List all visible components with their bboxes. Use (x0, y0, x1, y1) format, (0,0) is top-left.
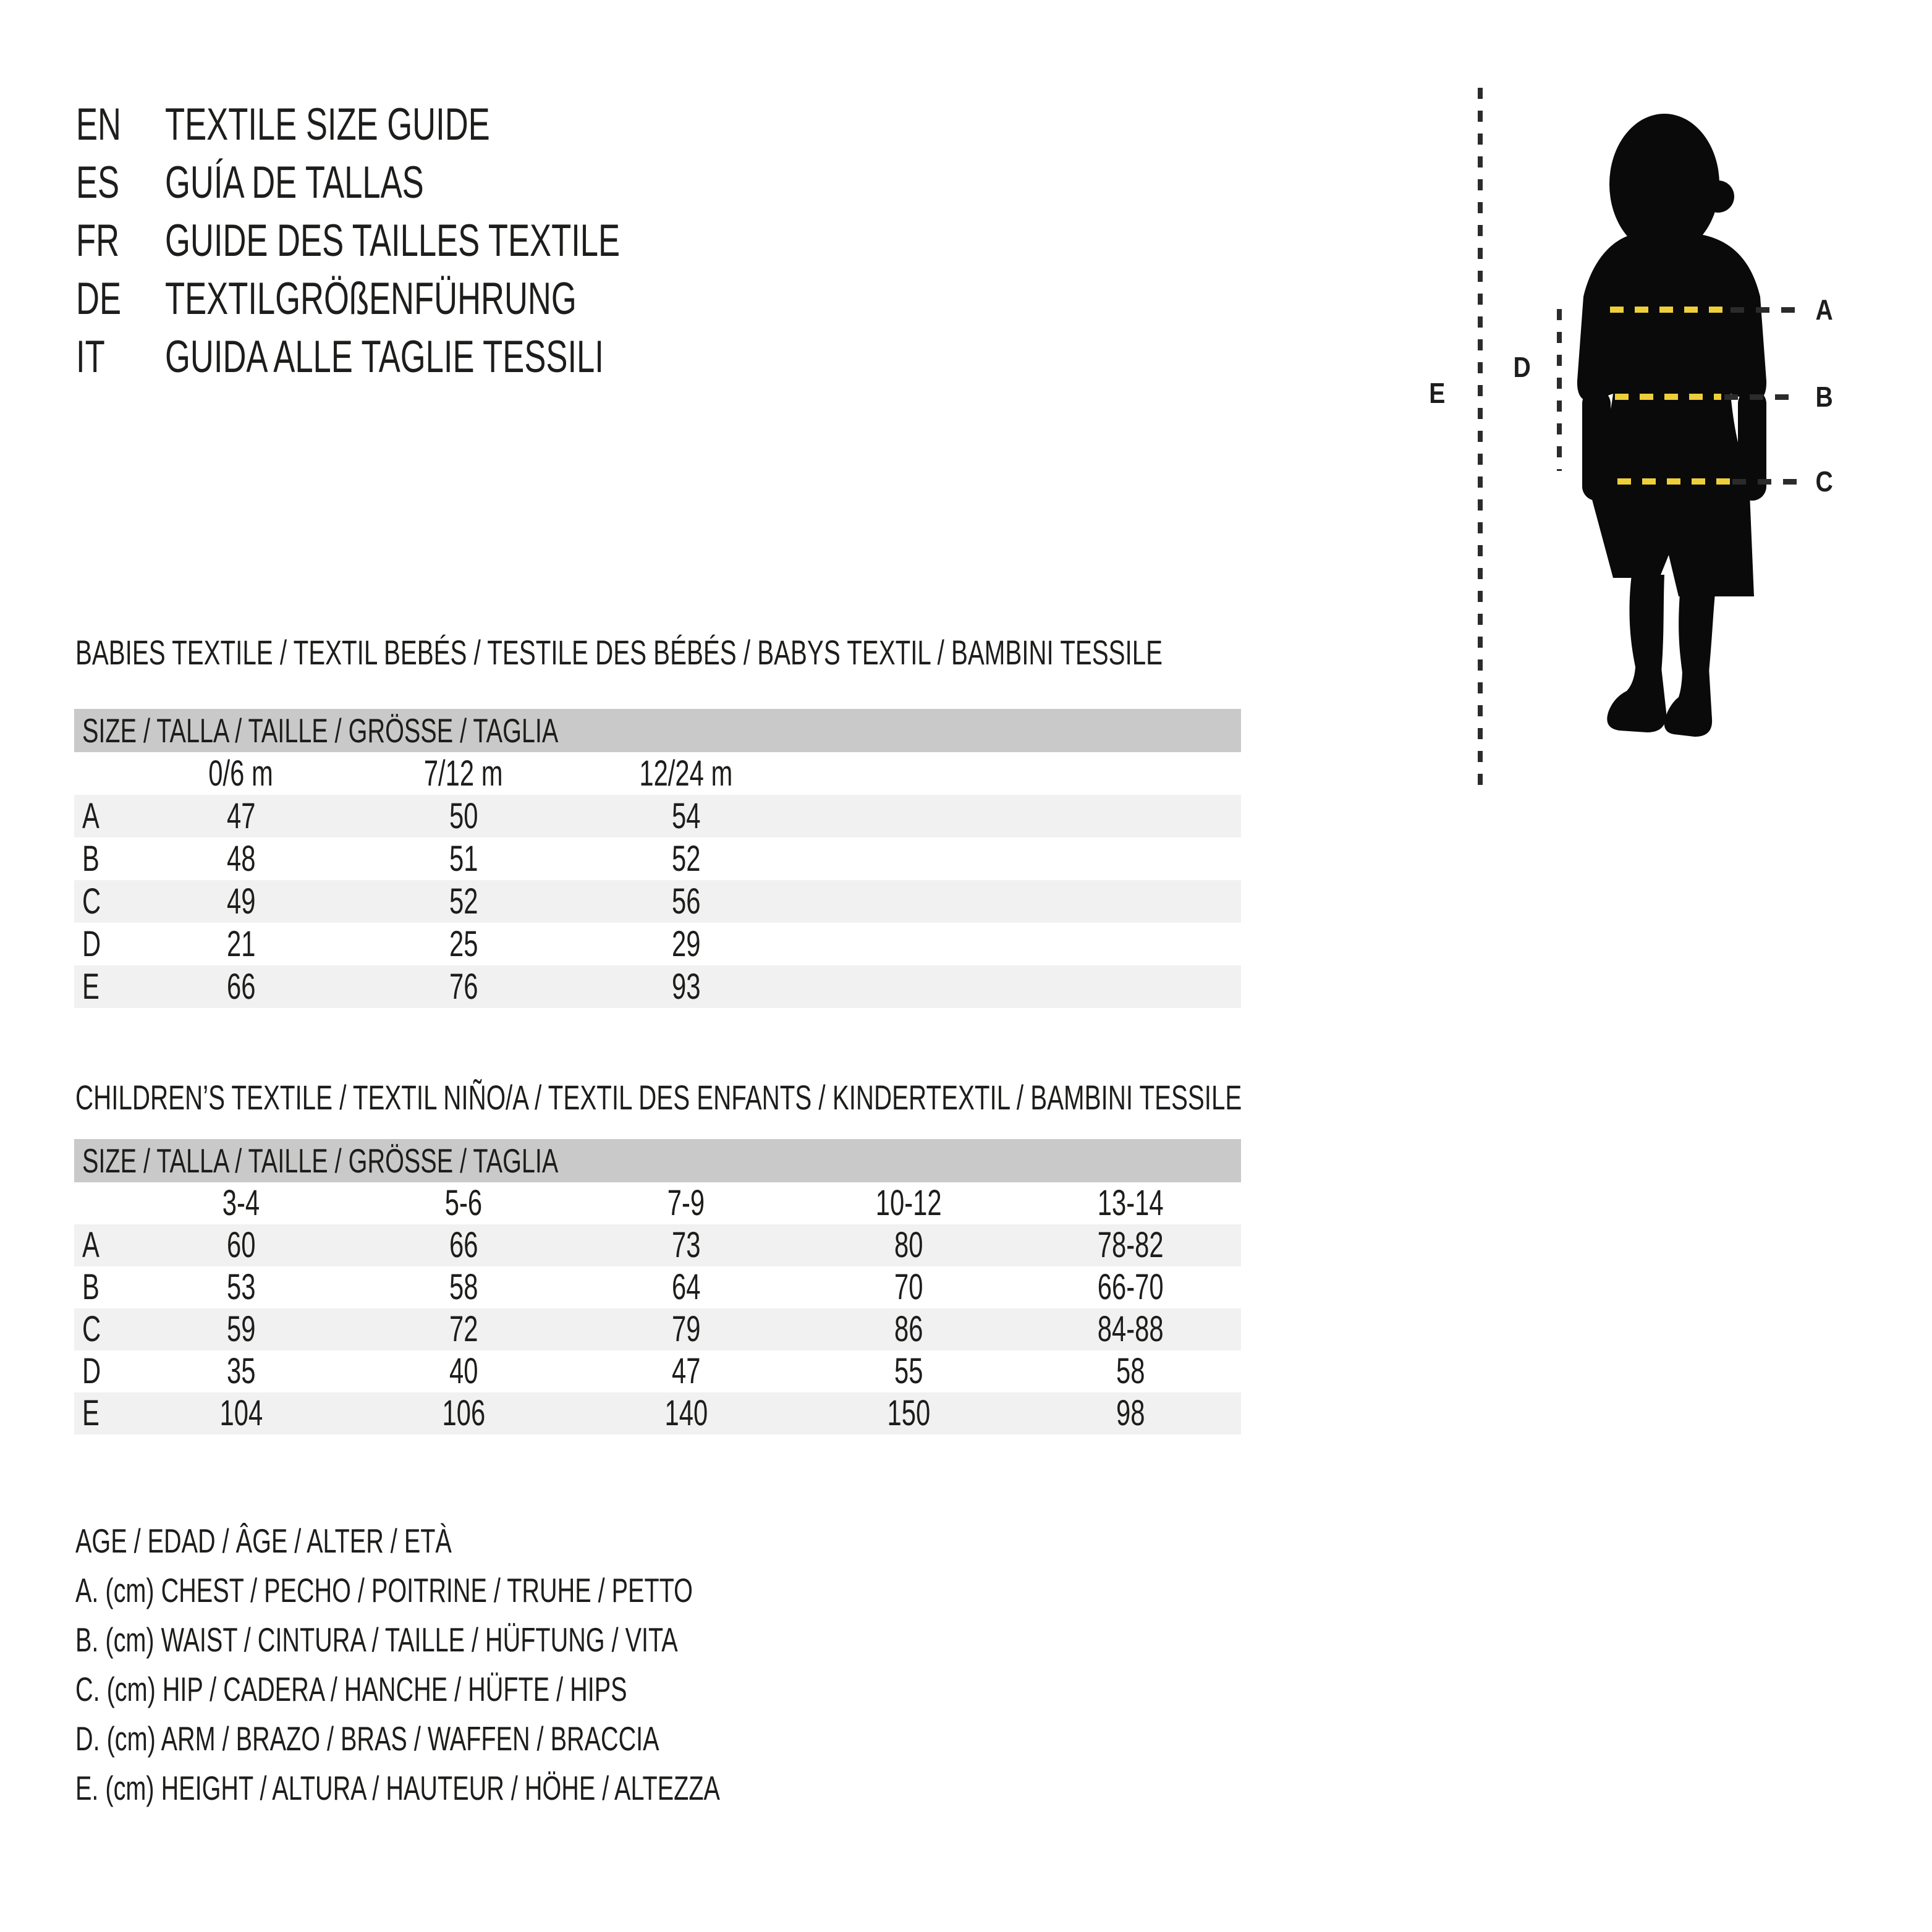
measure-label-b-text: B (1815, 381, 1833, 413)
legend-hip: C. (cm) HIP / CADERA / HANCHE / HÜFTE / HIPS (75, 1670, 627, 1708)
lang-code-text: ES (76, 158, 120, 208)
lang-code (76, 328, 165, 386)
cell: 54 (671, 796, 701, 836)
measure-label-e (1428, 379, 1447, 407)
row-label: B (82, 1267, 100, 1307)
empty-corner-cell (74, 752, 130, 795)
filler-cell (797, 795, 1241, 837)
measure-label-c (1814, 467, 1834, 496)
table-row-e (74, 1392, 1241, 1434)
lang-row-es (76, 154, 797, 212)
babies-column-header-row (74, 752, 1241, 795)
cell: 49 (226, 881, 256, 922)
babies-section-title (75, 635, 1585, 670)
column-header: 7-9 (667, 1183, 705, 1223)
cell: 60 (226, 1225, 256, 1265)
cell: 21 (226, 924, 256, 964)
row-label: E (82, 1393, 100, 1433)
children-size-header-text: SIZE / TALLA / TAILLE / GRÖSSE / TAGLIA (82, 1142, 559, 1180)
hip-measure-line-dark (1732, 479, 1800, 485)
row-label: E (82, 967, 100, 1007)
cell: 48 (226, 839, 256, 879)
cell: 78-82 (1097, 1225, 1164, 1265)
cell: 47 (671, 1351, 701, 1391)
cell: 64 (671, 1267, 701, 1307)
lang-code-text: FR (76, 216, 120, 266)
lang-code-text: EN (76, 100, 122, 150)
column-header: 0/6 m (208, 753, 274, 794)
lang-title (165, 154, 525, 212)
lang-title (165, 96, 616, 154)
legend-age: AGE / EDAD / ÂGE / ALTER / ETÀ (75, 1522, 452, 1560)
children-column-header-row (74, 1182, 1241, 1224)
legend-waist: B. (cm) WAIST / CINTURA / TAILLE / HÜFTUNG / VITA (75, 1621, 678, 1659)
measure-label-d-text: D (1513, 351, 1531, 383)
waist-measure-line-dark (1724, 394, 1800, 400)
lang-title-text: GUIDE DES TAILLES TEXTILE (165, 216, 621, 266)
children-section-title-text: CHILDREN’S TEXTILE / TEXTIL NIÑO/A / TEXTIL DES ENFANTS / KINDERTEXTIL / BAMBINI TESSILE (75, 1078, 1242, 1117)
lang-code (76, 96, 165, 154)
babies-size-header-text: SIZE / TALLA / TAILLE / GRÖSSE / TAGLIA (82, 711, 559, 750)
babies-size-table (74, 709, 1241, 1008)
cell: 140 (664, 1393, 708, 1433)
lang-title-text: TEXTILE SIZE GUIDE (165, 100, 490, 150)
legend-height: E. (cm) HEIGHT / ALTURA / HAUTEUR / HÖHE / ALTEZZA (75, 1769, 720, 1807)
lang-title-text: GUIDA ALLE TAGLIE TESSILI (165, 332, 604, 382)
measure-label-e-text: E (1429, 377, 1446, 409)
lang-code-text: IT (76, 332, 105, 382)
legend-arm: D. (cm) ARM / BRAZO / BRAS / WAFFEN / BRACCIA (75, 1719, 659, 1758)
table-row-d (74, 1350, 1241, 1392)
cell: 58 (449, 1267, 478, 1307)
filler-cell (797, 752, 1241, 795)
cell: 66 (226, 967, 256, 1007)
cell: 66-70 (1097, 1267, 1164, 1307)
row-label: A (82, 796, 100, 836)
table-row-b (74, 1266, 1241, 1308)
cell: 51 (449, 839, 478, 879)
cell: 98 (1116, 1393, 1145, 1433)
silhouette-right-shoe (1664, 667, 1712, 737)
cell: 29 (671, 924, 701, 964)
column-header: 10-12 (875, 1183, 942, 1223)
measure-label-c-text: C (1815, 465, 1833, 498)
cell: 76 (449, 967, 478, 1007)
cell: 150 (887, 1393, 930, 1433)
table-row-c (74, 1308, 1241, 1350)
cell: 53 (226, 1267, 256, 1307)
empty-corner-cell (74, 1182, 130, 1224)
lang-title (165, 328, 774, 386)
row-label: A (82, 1225, 100, 1265)
chest-measure-line-dark (1731, 307, 1800, 313)
lang-code-text: DE (76, 274, 122, 324)
lang-title (165, 270, 737, 328)
lang-row-en (76, 96, 797, 154)
lang-title-text: GUÍA DE TALLAS (165, 158, 424, 208)
table-row-d (74, 923, 1241, 965)
filler-cell (797, 923, 1241, 965)
lang-code (76, 154, 165, 212)
cell: 86 (894, 1309, 923, 1349)
cell: 58 (1116, 1351, 1145, 1391)
table-row-a (74, 1224, 1241, 1266)
measure-label-a-text: A (1815, 294, 1833, 326)
cell: 25 (449, 924, 478, 964)
cell: 66 (449, 1225, 478, 1265)
cell: 59 (226, 1309, 256, 1349)
measure-label-b (1814, 383, 1834, 411)
cell: 84-88 (1097, 1309, 1164, 1349)
measurement-legend (75, 1516, 971, 1813)
silhouette-left-arm (1582, 389, 1611, 501)
cell: 79 (671, 1309, 701, 1349)
babies-section-title-text: BABIES TEXTILE / TEXTIL BEBÉS / TESTILE DES BÉBÉS / BABYS TEXTIL / BAMBINI TESSILE (75, 633, 1163, 672)
filler-cell (797, 965, 1241, 1008)
column-header: 12/24 m (639, 753, 733, 794)
cell: 40 (449, 1351, 478, 1391)
cell: 55 (894, 1351, 923, 1391)
column-header: 3-4 (222, 1183, 260, 1223)
column-header: 7/12 m (424, 753, 503, 794)
column-header: 5-6 (444, 1183, 483, 1223)
cell: 35 (226, 1351, 256, 1391)
filler-cell (797, 880, 1241, 923)
row-label: C (82, 881, 101, 922)
child-silhouette (1520, 111, 1805, 776)
cell: 73 (671, 1225, 701, 1265)
cell: 52 (449, 881, 478, 922)
row-label: C (82, 1309, 101, 1349)
cell: 50 (449, 796, 478, 836)
cell: 52 (671, 839, 701, 879)
cell: 47 (226, 796, 256, 836)
children-size-table (74, 1139, 1241, 1434)
silhouette-ear (1702, 180, 1734, 213)
table-row-c (74, 880, 1241, 923)
babies-size-header-bar (74, 709, 1241, 752)
lang-title-text: TEXTILGRÖßENFÜHRUNG (165, 274, 577, 324)
cell: 93 (671, 967, 701, 1007)
chest-measure-line-yellow (1610, 307, 1727, 313)
height-measure-dotted-line (1478, 88, 1483, 792)
lang-title (165, 212, 797, 270)
measure-label-a (1814, 295, 1834, 324)
children-section-title (75, 1080, 1695, 1115)
lang-row-it (76, 328, 797, 386)
lang-code (76, 212, 165, 270)
table-row-e (74, 965, 1241, 1008)
legend-chest: A. (cm) CHEST / PECHO / POITRINE / TRUHE / PETTO (75, 1571, 693, 1609)
filler-cell (797, 837, 1241, 880)
waist-measure-line-yellow (1615, 394, 1721, 400)
row-label: D (82, 924, 101, 964)
column-header: 13-14 (1097, 1183, 1164, 1223)
lang-row-de (76, 270, 797, 328)
cell: 56 (671, 881, 701, 922)
language-title-block (76, 96, 797, 386)
hip-measure-line-yellow (1617, 478, 1731, 485)
silhouette-left-shoe (1607, 667, 1666, 732)
cell: 104 (219, 1393, 263, 1433)
silhouette-left-leg (1630, 575, 1664, 672)
silhouette-right-leg (1679, 593, 1715, 672)
cell: 106 (442, 1393, 485, 1433)
table-row-b (74, 837, 1241, 880)
lang-code (76, 270, 165, 328)
children-size-header-bar (74, 1139, 1241, 1182)
measure-label-d (1512, 353, 1532, 381)
row-label: B (82, 839, 100, 879)
cell: 70 (894, 1267, 923, 1307)
lang-row-fr (76, 212, 797, 270)
table-row-a (74, 795, 1241, 837)
cell: 72 (449, 1309, 478, 1349)
cell: 80 (894, 1225, 923, 1265)
row-label: D (82, 1351, 101, 1391)
